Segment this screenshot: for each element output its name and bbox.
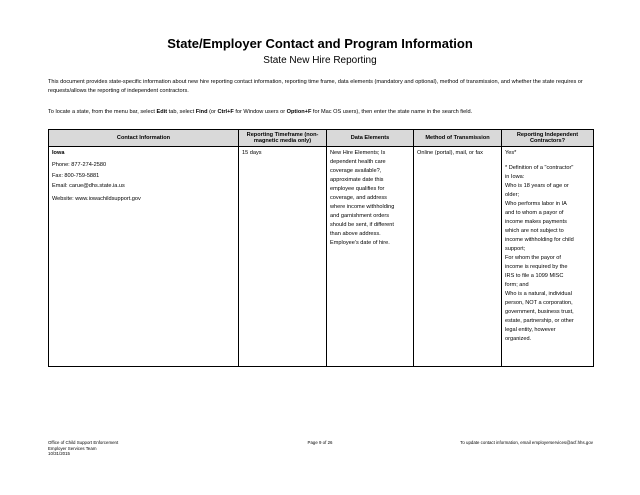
timeframe-text: 15 days xyxy=(242,150,262,156)
page-title: State/Employer Contact and Program Information xyxy=(167,36,473,51)
data-elements-line: coverage, and address xyxy=(330,195,387,201)
data-elements-line: Employee's date of hire. xyxy=(330,240,390,246)
footer-team: Employer Services Team xyxy=(48,445,97,451)
website-text: Website: www.iowachildsupport.gov xyxy=(52,195,141,202)
contractor-criterion: For whom the payor of income is required by the IRS to file a 1099 MISC form; and xyxy=(505,255,568,288)
data-elements-line: approximate date this xyxy=(330,177,384,183)
contractor-definition: * Definition of a "contractor" in Iowa: xyxy=(505,165,574,180)
state-name: Iowa xyxy=(52,150,65,156)
timeframe-cell xyxy=(239,147,327,367)
phone-text: Phone: 877-274-2580 xyxy=(52,162,107,168)
contractors-answer: Yes* xyxy=(505,150,517,156)
page-subtitle: State New Hire Reporting xyxy=(263,55,377,66)
method-cell xyxy=(414,147,502,367)
data-elements-line: coverage available?, xyxy=(330,168,382,174)
header-contractors: Reporting Independent Contractors? xyxy=(502,130,594,147)
footer-contact-note: To update contact information, email employerservices@acf.hhs.gov xyxy=(460,440,593,445)
page-number: Page 9 of 26 xyxy=(307,440,333,445)
table-row xyxy=(49,147,594,367)
find-keyword: Find xyxy=(195,109,208,115)
intro-paragraph: This document provides state-specific information about new hire reporting contact information, reporting time frame, data elements (mandatory and optional), method of transmission, and whether the state requires or requests/allows the reporting of independent contractors. xyxy=(48,79,583,94)
header-timeframe: Reporting Timeframe (non-magnetic media only) xyxy=(239,130,327,147)
data-elements-line: New Hire Elements; Is xyxy=(330,150,386,156)
data-elements-line: employee qualifies for xyxy=(330,186,385,192)
locate-instructions: To locate a state, from the menu bar, select Edit tab, select Find (or Ctrl+F for Window users or Option+F for Mac OS users), then enter the state name in the search field. xyxy=(48,109,473,115)
fax-text: Fax: 800-759-5881 xyxy=(52,172,100,179)
footer-office: Office of Child Support Enforcement xyxy=(48,440,119,445)
option-f-shortcut: Option+F xyxy=(286,109,312,115)
contractor-criterion: Who performs labor in IA and to whom a payor of income makes payments which are not subject to income withholding for child support; xyxy=(505,201,574,252)
data-elements-cell xyxy=(327,147,414,367)
table-header-row xyxy=(49,130,594,147)
data-elements-line: than above address. xyxy=(330,231,381,237)
data-elements-line: dependent health care xyxy=(330,159,386,165)
edit-keyword: Edit xyxy=(156,109,168,115)
state-info-table xyxy=(48,129,594,367)
data-elements-line: and garnishment orders xyxy=(330,213,390,219)
data-elements-line: where income withholding xyxy=(330,204,395,210)
data-elements-line: should be sent, if different xyxy=(330,222,394,228)
email-text: Email: carue@dhs.state.ia.us xyxy=(52,183,125,189)
header-data-elements: Data Elements xyxy=(327,130,414,147)
footer-date: 10/31/2015 xyxy=(48,451,70,457)
contractor-criterion: Who is 18 years of age or older; xyxy=(505,183,569,198)
header-method: Method of Transmission xyxy=(414,130,502,147)
contact-cell xyxy=(49,147,239,367)
method-text: Online (portal), mail, or fax xyxy=(417,150,483,156)
contractors-cell xyxy=(502,147,594,367)
contractor-criterion: Who is a natural, individual person, NOT a corporation, government, business trust, estate, partnership, or other legal entity, however organized. xyxy=(505,291,574,342)
header-contact: Contact Information xyxy=(49,130,239,147)
ctrl-f-shortcut: Ctrl+F xyxy=(217,109,234,115)
